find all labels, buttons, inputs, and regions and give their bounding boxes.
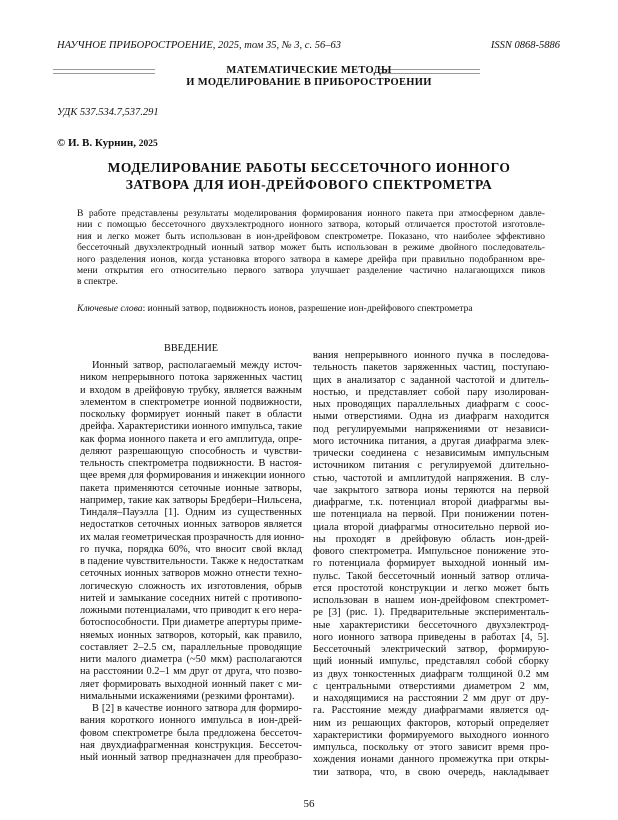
abstract-line: бессеточный двухэлектродный ионный затвор может быть использован в режиме двойного последователь-: [77, 242, 545, 254]
text-line: ная двухдиафрагменная конструкция. Бессеточ-: [80, 739, 302, 751]
text-line: В [2] в качестве ионного затвора для формиро-: [92, 703, 302, 714]
text-line: ный ионный затвор предназначен для преобразо-: [80, 752, 302, 763]
text-line: характеристики формируемого выходного ионного: [313, 729, 549, 741]
text-line: трически соединена с независимым импульсным: [313, 448, 549, 459]
text-line: дрейфа. Характеристики ионного импульса, такие: [80, 421, 303, 433]
paragraph: [80, 703, 302, 764]
text-line: ных проводящих параллельных диафрагм с соос-: [313, 399, 549, 410]
text-line: тельность спектрометра подвижности. В настоя-: [80, 458, 302, 469]
text-line: циала второй диафрагмы относительно первой ио-: [313, 521, 549, 533]
text-line: стью, частотой и амплитудой напряжения. В слу-: [313, 472, 549, 484]
page-number: 56: [303, 798, 315, 810]
body-column-left: [80, 360, 306, 764]
text-line: логическую сложность их изготовления, обрыв: [80, 580, 302, 592]
text-line: ботоспособности. При диаметре апертуры приме-: [80, 617, 302, 629]
abstract-line: в спектре.: [77, 276, 118, 288]
text-line: го пучка, порядка 60%, что вносит свой вклад: [80, 543, 302, 555]
text-line: мого источника питания, а другая диафрагма элек-: [313, 435, 549, 447]
text-line: фовом спектрометре была предложена бессеточ-: [80, 727, 302, 739]
paragraph: [313, 350, 549, 779]
text-line: ше потенциала на первой. При понижении потен-: [313, 509, 549, 521]
text-line: недостатков сеточных ионных затворов является: [80, 519, 302, 531]
keywords-text: : ионный затвор, подвижность ионов, разрешение ион-дрейфового спектрометра: [142, 303, 473, 314]
text-line: чае закрытого затвора ионы теряются на первой: [313, 484, 549, 496]
keywords-label: Ключевые слова: [77, 303, 143, 314]
text-line: сеточных ионных затворов можно отнести техно-: [80, 568, 302, 580]
text-line: ные характеристики бессеточного двухэлектрод-: [313, 619, 549, 631]
text-line: пульс. Такой бессеточный ионный затвор отлича-: [313, 570, 549, 582]
paragraph: [80, 360, 306, 703]
text-line: Тиндаля–Пауэлла [1]. Одним из существенных: [80, 507, 302, 518]
author-name: И. В. Курнин,: [67, 137, 136, 149]
text-line: и входом в дрейфовую трубку, является важным: [80, 384, 302, 396]
text-line: щее время для формирования и инжекции ионного: [80, 470, 306, 482]
text-line: ре [3] (рис. 1). Предварительные эксперименталь-: [313, 607, 549, 619]
udk-code: УДК 537.534.7,537.291: [57, 107, 159, 118]
text-line: нимальными искажениями (резкими фронтами).: [80, 690, 295, 702]
text-line: нитей и замыкание соседних нитей с противопо-: [80, 592, 302, 604]
text-line: Ионный затвор, располагаемый между источ-: [92, 360, 302, 371]
author-line: [57, 137, 158, 149]
text-line: няемых ионных затворов, который, как правило,: [80, 629, 302, 641]
text-line: ны проходят в дрейфовую область ион-дрей-: [313, 533, 549, 545]
text-line: хождения ионами данного промежутка при откры-: [313, 754, 549, 766]
article-title-line1: МОДЕЛИРОВАНИЕ РАБОТЫ БЕССЕТОЧНОГО ИОННОГО: [107, 160, 511, 175]
author-year: 2025: [138, 139, 158, 149]
abstract-line: мени открытия его относительно первого затвора улучшает разделение частично налагающихся пиков: [77, 265, 545, 277]
text-line: Бессеточный электрический затвор, формирую-: [313, 644, 549, 655]
text-line: в падение чувствительности. Также к недостаткам: [80, 556, 304, 567]
text-line: с центральными отверстиями диаметром 2 мм,: [313, 680, 549, 692]
text-line: ложными потенциалами, что приводит к его нера-: [80, 605, 302, 616]
text-line: источником питания с регулируемой длительно-: [313, 460, 549, 472]
text-line: как форма ионного пакета и его амплитуда, опре-: [80, 433, 302, 445]
abstract-line: ния и легко может быть использован в ион-дрейфовом спектрометре. Показано, что наиболее эффективно: [77, 230, 545, 242]
text-line: ностью, и представляет собой пару изолирован-: [313, 386, 549, 398]
article-title-line2: ЗАТВОРА ДЛЯ ИОН-ДРЕЙФОВОГО СПЕКТРОМЕТРА: [125, 177, 493, 192]
text-line: вания непрерывного ионного пучка в последова-: [313, 350, 549, 361]
text-line: на расстоянии 0.2–1 мм друг от друга, что позво-: [80, 666, 302, 678]
section-heading: [0, 65, 618, 89]
section-heading-line2: И МОДЕЛИРОВАНИЕ В ПРИБОРОСТРОЕНИИ: [186, 77, 432, 88]
text-line: га. Расстояние между диафрагмами является од-: [313, 705, 549, 717]
copyright-icon: ©: [57, 137, 66, 149]
text-line: поскольку формирует ионный пакет в области: [80, 409, 302, 420]
text-line: ного ионного затвора приведены в работах [4, 5].: [313, 631, 549, 643]
keywords: [77, 303, 473, 314]
issn: ISSN 0868-5886: [490, 40, 560, 51]
body-column-right: [313, 350, 549, 779]
abstract-line: В работе представлены результаты моделирования формирования ионного пакета при атмосферном давле-: [77, 208, 545, 219]
section-heading-introduction: ВВЕДЕНИЕ: [164, 343, 218, 354]
text-line: составляет 2–2.5 см, параллельные проводящие: [80, 641, 302, 653]
text-line: ним из решающих факторов, который определяет: [313, 717, 549, 729]
text-line: пакета применяются сеточные ионные затворы,: [80, 482, 302, 494]
text-line: го потенциала формирует выходной ионный им-: [313, 558, 549, 570]
text-line: фового спектрометра. Импульсное понижение это-: [313, 546, 549, 557]
text-line: под регулируемыми напряжениями от независи-: [313, 423, 549, 435]
journal-citation: НАУЧНОЕ ПРИБОРОСТРОЕНИЕ, 2025, том 35, № 3, с. 56–63: [57, 40, 341, 51]
abstract: [77, 208, 545, 288]
text-line: ными отверстиями. Одна из диафрагм находится: [313, 411, 549, 423]
section-heading-line1: МАТЕМАТИЧЕСКИЕ МЕТОДЫ: [226, 65, 392, 76]
text-line: тельность пакетов заряженных частиц, поступаю-: [313, 362, 549, 374]
text-line: ляет формировать выходной ионный пакет с ми-: [80, 678, 302, 690]
text-line: деляют разрешающую способность и чувстви-: [80, 445, 302, 457]
text-line: вания короткого ионного импульса в ион-дрей-: [80, 715, 302, 727]
text-line: нити малого диаметра (~50 мкм) располагаются: [80, 654, 302, 665]
text-line: использован в нашем ион-дрейфовом спектромет-: [313, 595, 549, 606]
text-line: элементом в спектрометре ионной подвижности,: [80, 396, 302, 408]
text-line: и находящимися на расстоянии 2 мм друг от дру-: [313, 693, 549, 704]
text-line: из двух тонкостенных диафрагм толщиной 0.2 мм: [313, 668, 549, 680]
abstract-line: нии с помощью бессеточного двухэлектродного ионного затвора, который отличается простотой изготовле-: [77, 219, 545, 231]
text-line: щий ионный импульс, представлял собой сборку: [313, 656, 549, 668]
text-line: щих в анализатор с заданной частотой и длитель-: [313, 374, 549, 386]
text-line: например, такие как затворы Бредбери–Нильсена,: [80, 494, 302, 506]
text-line: тии затвора, что, в свою очередь, накладывает: [313, 766, 549, 778]
abstract-line: ного разделения ионов, когда установка второго затвора в камере дрейфа при правильно подобранном вре-: [77, 253, 545, 265]
text-line: ется простотой конструкции и легко может быть: [313, 582, 549, 594]
text-line: ником непрерывного потока заряженных частиц: [80, 372, 302, 384]
text-line: их малая геометрическая прозрачность для ионно-: [80, 531, 305, 543]
text-line: импульса, поскольку от этого зависит время про-: [313, 742, 549, 753]
text-line: диафрагме, т.к. потенциал второй диафрагмы вы-: [313, 497, 549, 508]
